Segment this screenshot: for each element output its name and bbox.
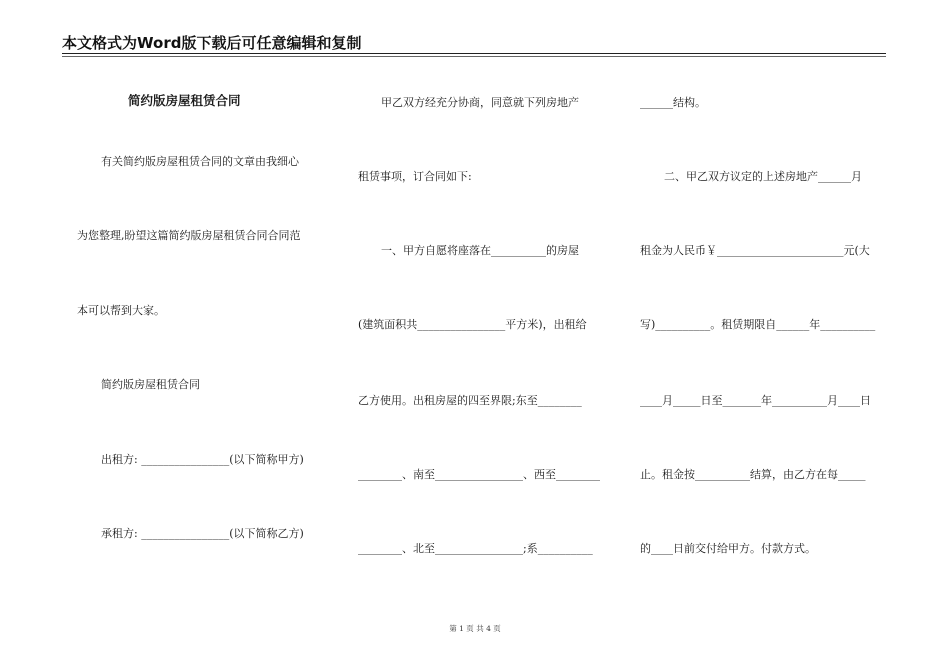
clause-line: ________、南至________________、西至________ xyxy=(358,468,600,481)
clause-line: 一、甲方自愿将座落在__________的房屋 xyxy=(381,244,579,257)
paragraph-line: 租赁事项，订合同如下: xyxy=(358,170,472,183)
clause-line: 二、甲乙双方议定的上述房地产______月 xyxy=(664,170,862,183)
clause-line: 止。租金按__________结算，由乙方在每_____ xyxy=(640,468,866,481)
clause-line: ______结构。 xyxy=(640,96,706,109)
paragraph-line: 简约版房屋租赁合同 xyxy=(101,378,200,391)
paragraph-line: 本可以帮到大家。 xyxy=(77,304,165,317)
clause-line: ____月_____日至_______年__________月____日 xyxy=(640,394,871,407)
paragraph-line: 甲乙双方经充分协商，同意就下列房地产 xyxy=(381,96,579,109)
clause-line: 乙方使用。出租房屋的四至界限;东至________ xyxy=(358,394,582,407)
lessee-line: 承租方: ________________(以下简称乙方) xyxy=(101,527,304,540)
paragraph-line: 为您整理,盼望这篇简约版房屋租赁合同合同范 xyxy=(77,229,301,242)
paragraph-line: 有关简约版房屋租赁合同的文章由我细心 xyxy=(101,155,299,168)
lessor-line: 出租方: ________________(以下简称甲方) xyxy=(101,453,304,466)
document-title: 简约版房屋租赁合同 xyxy=(128,93,241,108)
header-rule-thin xyxy=(62,56,886,57)
header-rule xyxy=(62,53,886,54)
clause-line: 写)__________。租赁期限自______年__________ xyxy=(640,318,876,331)
page-indicator: 第 1 页 共 4 页 xyxy=(449,624,501,633)
clause-line: 租金为人民币￥_______________________元(大 xyxy=(640,244,870,257)
document-banner: 本文格式为Word版下载后可任意编辑和复制 xyxy=(62,34,362,52)
clause-line: 的____日前交付给甲方。付款方式。 xyxy=(640,542,816,555)
clause-line: (建筑面积共________________平方米)，出租给 xyxy=(358,318,587,331)
clause-line: ________、北至________________;系__________ xyxy=(358,542,593,555)
